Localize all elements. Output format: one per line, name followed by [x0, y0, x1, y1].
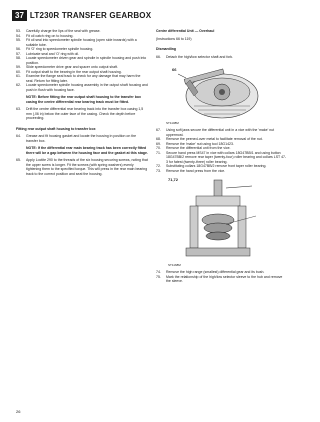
step-number: 65.	[16, 158, 21, 162]
step-text: Mark the relationship of the high/low selector sleeve to the hub and remove the sleeve.	[166, 274, 283, 283]
step-text: Remove the 'make' nut using tool 18G1423.	[166, 141, 234, 146]
step-number: 57.	[16, 51, 21, 56]
list-item	[156, 151, 288, 165]
step-number: 59.	[16, 65, 21, 69]
step-number: 67.	[156, 128, 161, 132]
list-item	[16, 74, 148, 83]
list-item	[16, 56, 148, 65]
step-text: Examine the flange seal track to check for any damage that may harm the seal. Return for fitting later.	[26, 74, 141, 83]
step-number: 73.	[156, 168, 161, 173]
step-number: 68.	[156, 137, 161, 141]
step-text: Fit oil catch ring on to housing.	[26, 33, 74, 38]
step-text: Remove the hand press from the vice.	[166, 168, 226, 173]
figure-code: ST1108M	[166, 120, 179, 125]
step-number: 56.	[16, 47, 21, 51]
list-item	[16, 134, 148, 143]
step-number: 61.	[16, 74, 21, 78]
list-item	[16, 83, 148, 92]
section-subheading: (Instructions 66 to 119)	[156, 36, 192, 41]
step-text: Locate speedometer driven gear and spindle in spindle housing and push into position.	[26, 56, 147, 65]
page-title: LT230R TRANSFER GEARBOX	[29, 10, 152, 20]
gearbox-illustration	[164, 62, 276, 126]
step-list	[16, 107, 148, 121]
section-heading: Centre differential Unit — Overhaul	[156, 29, 215, 33]
step-text: Carefully charge the lips of the seal with grease.	[26, 29, 101, 33]
step-list	[156, 270, 288, 284]
step-text: Secure hand press MS47 in vice with collars 18G47BB/1 and using button 18G47BB/2 remove rear taper (twenty-four) roller bearing and collars LST 47-3 for fatest (twenty-three) roller bearing.	[166, 150, 287, 164]
step-text: Fit output shaft to the bearing in the rear output shaft housing.	[26, 69, 122, 74]
step-text: Using soft jaws secure the differential unit in a vice with the 'make' nut uppermost.	[166, 128, 275, 137]
step-text: Lubricate seal and 'O' ring with oil.	[26, 51, 80, 56]
step-text: Slide speedometer drive gear and spacer onto output shaft.	[26, 65, 119, 69]
step-text: Detach the high/low selector shaft and fork.	[166, 54, 234, 59]
step-number: 75.	[156, 274, 161, 279]
note-gasket-gap: NOTE: If the differential rear main bearing track has been correctly fitted there will be a gap between the housing face and the gasket at this stage.	[26, 146, 148, 155]
step-text: Substituting collars 18G47BB/2 remove front taper roller bearing.	[166, 164, 267, 168]
list-item	[156, 55, 288, 60]
list-item	[156, 275, 288, 284]
step-list	[16, 158, 148, 176]
figure-code: ST1168M	[168, 262, 181, 267]
step-text: Fit 'O' ring to speedometer spindle housing.	[26, 47, 94, 51]
step-number: 74.	[156, 270, 161, 274]
step-number: 70.	[156, 146, 161, 150]
page-header	[12, 9, 151, 21]
figure-callout: 66	[172, 67, 177, 72]
step-number: 72.	[156, 164, 161, 168]
step-number: 58.	[16, 56, 21, 60]
section-heading: Fitting rear output shaft housing to transfer box	[16, 126, 96, 131]
step-text: Remove the differential unit from the vice.	[166, 146, 231, 150]
section-badge: 37	[12, 10, 27, 21]
step-number: 64.	[16, 134, 21, 138]
step-number: 62.	[16, 83, 21, 87]
right-column	[156, 29, 288, 284]
figure-callout: 71,72	[168, 177, 179, 182]
step-text: Remove the high range (smallest) differential gear and its bush.	[166, 270, 265, 274]
step-number: 54.	[16, 33, 21, 38]
step-number: 63.	[16, 107, 21, 111]
list-item	[16, 107, 148, 121]
page-number: 26	[16, 409, 21, 414]
figure-hand-press	[166, 176, 276, 268]
step-text: Apply Loctite 290 to the threads of the six housing securing screws, noting that the upper screw is longer. Fit the screws (with spring washers) evenly tightening them to the specified torque. This will press in the rear main bearing track to the correct position and seat the housing.	[26, 158, 148, 176]
step-text: Grease and fit housing gasket and locate the housing in position on the transfer box.	[26, 134, 137, 143]
list-item	[156, 169, 288, 174]
step-number: 60.	[16, 69, 21, 74]
step-number: 53.	[16, 29, 21, 33]
step-list	[156, 128, 288, 173]
hand-press-illustration	[166, 176, 276, 268]
step-number: 69.	[156, 141, 161, 146]
step-text: Fit oil seal into speedometer spindle housing (open side inwards) with a suitable tube.	[26, 38, 137, 47]
dismantling-heading: Dismantling	[156, 47, 177, 51]
step-number: 55.	[16, 38, 21, 42]
list-item	[16, 38, 148, 47]
note-bearing-track: NOTE: Before fitting the rear output shaft housing to the transfer box casing the centre differential rear bearing track must be fitted.	[26, 95, 141, 104]
step-list	[156, 55, 288, 60]
step-list	[16, 29, 148, 92]
step-number: 71.	[156, 150, 161, 155]
step-text: Locate speedometer spindle housing assembly in the output shaft housing and push in flush with housing face.	[26, 83, 148, 92]
step-list	[16, 134, 148, 143]
list-item	[156, 128, 288, 137]
step-text: Drift the centre differential rear bearing track into the transfer box casing 1,5 mm (,06 in) below the outer face of the casing. Check the depth before proceeding.	[26, 107, 144, 120]
step-number: 66.	[156, 54, 161, 59]
step-text: Remove the peened-over metal to facilitate removal of the nut.	[166, 137, 263, 141]
list-item	[16, 158, 148, 176]
left-column	[16, 29, 148, 176]
figure-selector-shaft	[164, 62, 276, 126]
